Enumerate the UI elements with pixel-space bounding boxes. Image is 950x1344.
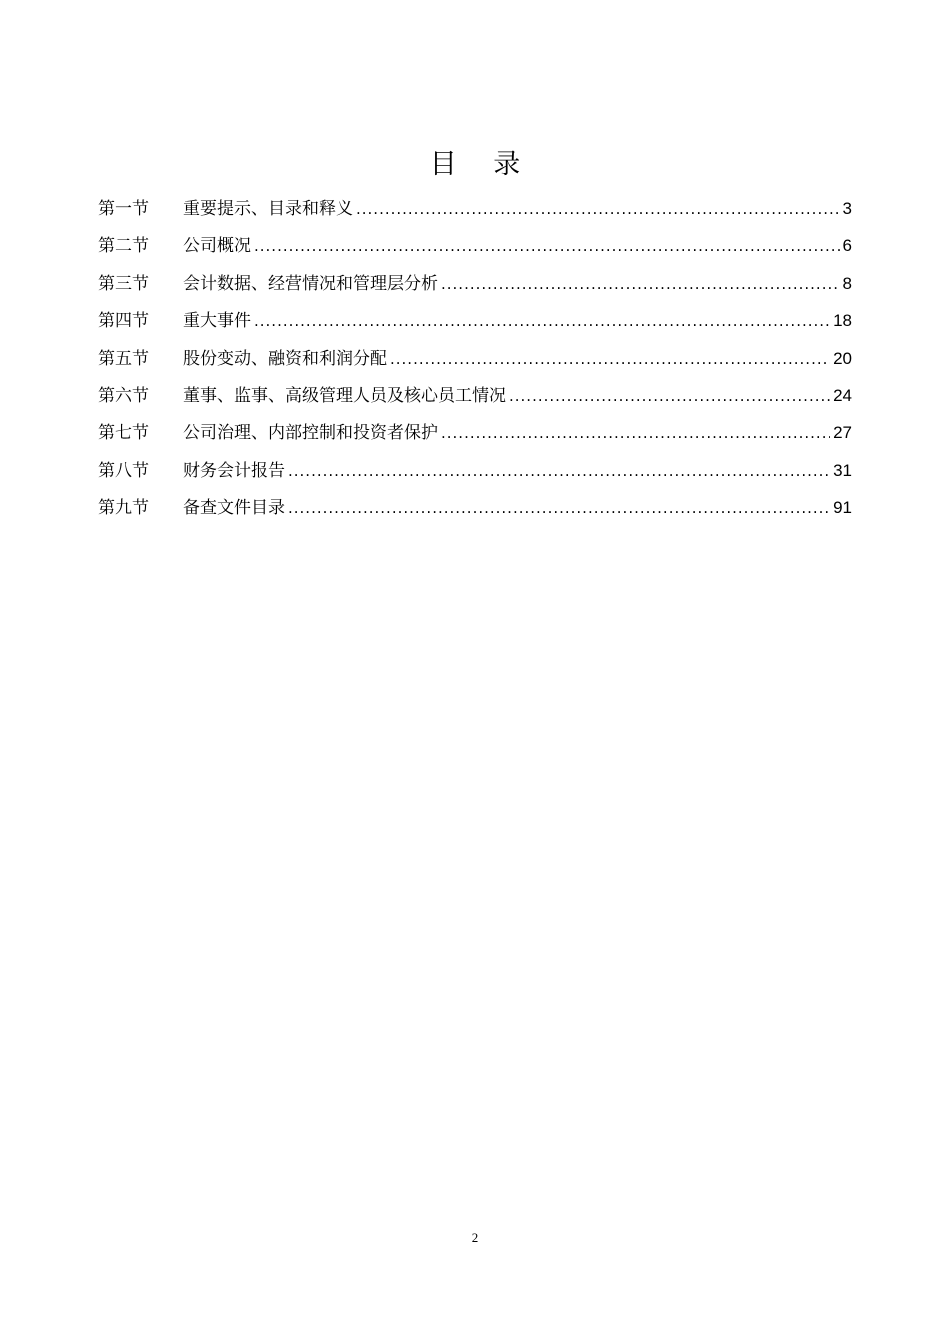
- toc-section-title: 财务会计报告: [183, 460, 285, 481]
- toc-entry[interactable]: [98, 227, 852, 264]
- toc-dot-leader: [441, 415, 830, 452]
- toc-dot-leader: [288, 490, 830, 527]
- table-of-contents: [98, 190, 852, 527]
- toc-entry[interactable]: [98, 452, 852, 489]
- toc-section-number: 第四节: [98, 311, 149, 332]
- page-number: 2: [471, 1230, 479, 1245]
- toc-page-number: 3: [842, 199, 852, 218]
- toc-section-number: 第五节: [98, 348, 149, 369]
- toc-entry[interactable]: [98, 265, 852, 302]
- toc-dot-leader: [288, 453, 830, 490]
- toc-title: 目 录: [429, 149, 535, 180]
- toc-section-title: 公司概况: [183, 236, 251, 257]
- toc-section-number: 第二节: [98, 236, 149, 257]
- toc-dot-leader: [254, 303, 830, 340]
- toc-entry[interactable]: [98, 190, 852, 227]
- toc-entry[interactable]: [98, 302, 852, 339]
- toc-section-title: 重大事件: [183, 311, 251, 332]
- toc-section-number: 第七节: [98, 423, 149, 444]
- toc-dot-leader: [254, 228, 840, 265]
- toc-page-number: 6: [842, 236, 852, 256]
- toc-entry[interactable]: [98, 414, 852, 451]
- toc-page-number: 27: [833, 423, 852, 443]
- toc-section-number: 第八节: [98, 460, 149, 481]
- toc-dot-leader: [509, 378, 830, 415]
- toc-dot-leader: [356, 191, 840, 228]
- toc-entry[interactable]: [98, 377, 852, 414]
- toc-page-number: 8: [842, 273, 852, 293]
- toc-entry[interactable]: [98, 489, 852, 526]
- toc-dot-leader: [441, 266, 840, 303]
- toc-section-title: 会计数据、经营情况和管理层分析: [183, 273, 438, 294]
- toc-page-number: 91: [833, 498, 852, 518]
- toc-section-number: 第九节: [98, 498, 149, 519]
- toc-section-title: 重要提示、目录和释义: [183, 199, 353, 219]
- toc-section-number: 第六节: [98, 385, 149, 406]
- toc-page-number: 20: [833, 348, 852, 368]
- toc-section-number: 第三节: [98, 273, 149, 294]
- toc-dot-leader: [390, 341, 830, 378]
- toc-section-title: 董事、监事、高级管理人员及核心员工情况: [183, 385, 506, 406]
- toc-page-number: 18: [833, 311, 852, 331]
- toc-section-number: 第一节: [98, 199, 149, 219]
- toc-section-title: 股份变动、融资和利润分配: [183, 348, 387, 369]
- toc-page-number: 24: [833, 385, 852, 405]
- toc-page-number: 31: [833, 460, 852, 480]
- toc-section-title: 公司治理、内部控制和投资者保护: [183, 423, 438, 444]
- toc-section-title: 备查文件目录: [183, 498, 285, 519]
- toc-entry[interactable]: [98, 340, 852, 377]
